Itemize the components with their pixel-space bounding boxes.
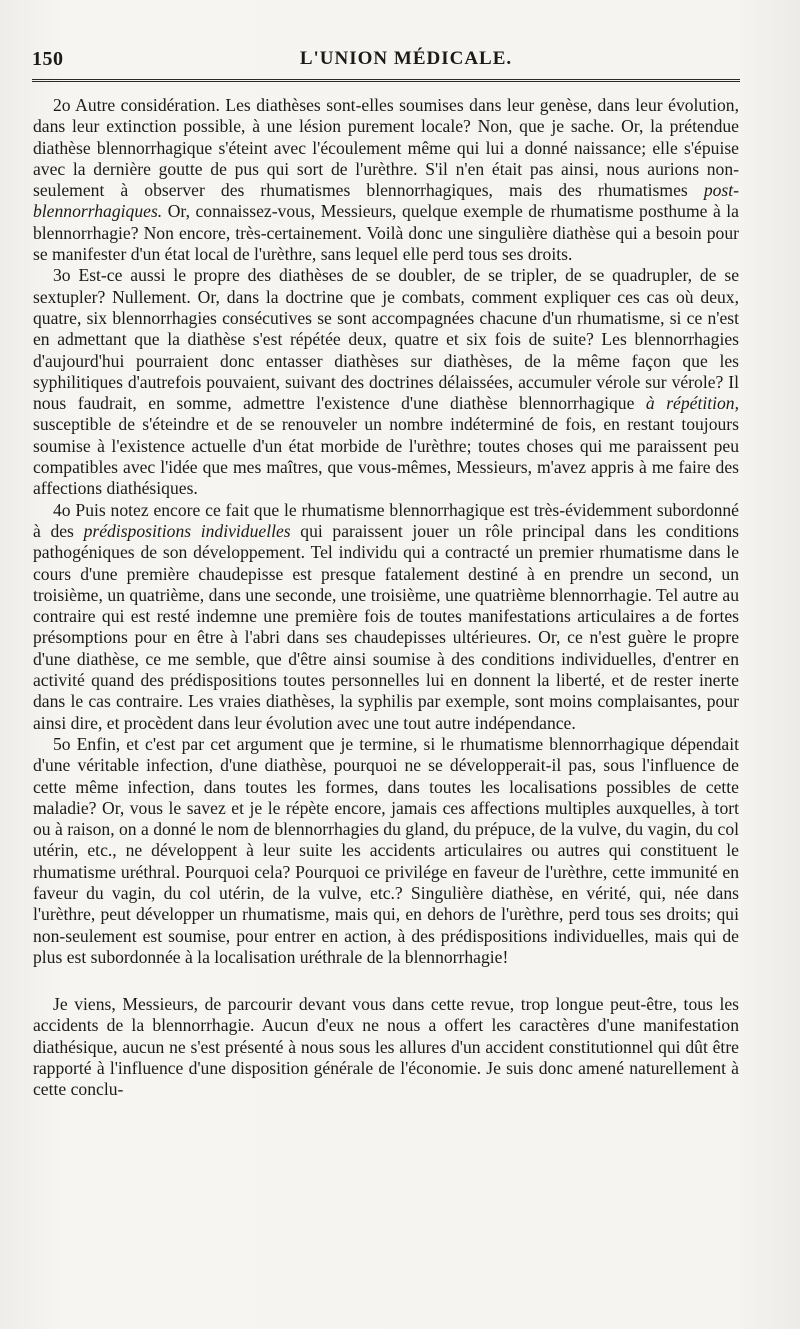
paragraph-5: 5o Enfin, et c'est par cet argument que je termine, si le rhumatisme blennorrhagique dépendait d'une véritable infection, d'une diathèse, pourquoi ne se développerait-il pas, sous l'influence de cette même infection, dans toutes les formes, dans toutes les localisations possibles de cette maladie? Or, vous le savez et je le répète encore, jamais ces affections multiples auxquelles, à tort ou à raison, on a donné le nom de blennorrhagies du gland, du prépuce, de la vulve, du vagin, du col utérin, etc., ne développent à leur suite les accidents articulaires ou autres qui constituent le rhumatisme uréthral. Pourquoi cela? Pourquoi ce privilége en faveur de l'urèthre, cette immunité en faveur du vagin, du col utérin, de la vulve, etc.? Singulière diathèse, en vérité, qui, née dans l'urèthre, peut développer un rhumatisme, mais qui, en dehors de l'urèthre, perd tous ses droits; qui non-seulement est soumise, pour entrer en action, à des prédispositions individuelles, mais qui de plus est subordonnée à la localisation uréthrale de la blennorrhagie!	[33, 733, 740, 967]
italic-phrase: post-blennorrhagiques.	[33, 180, 739, 222]
page-header	[32, 48, 740, 78]
body-text	[33, 95, 739, 1101]
paragraph-4: 4o Puis notez encore ce fait que le rhumatisme blennorrhagique est très-évidemment subordonné à des prédispositions individuelles qui paraissent jouer un rôle principal dans les conditions pathogéniques de son développement. Tel individu qui a contracté un premier rhumatisme dans le cours d'une première chaudepisse est presque fatalement destiné à en prendre un second, un troisième, un quatrième, dans une seconde, une troisième, une quatrième blennorrhagie. Tel autre au contraire qui est resté indemne une première fois de toutes manifestations articulaires a de fortes présomptions pour en être à l'abri dans ses chaudepisses ultérieures. Or, ce n'est guère le propre d'une diathèse, ce me semble, que d'être ainsi soumise à des conditions individuelles, d'entrer en activité quand des prédispositions toutes personnelles lui en donnent la liberté, et de rester inerte dans le cas contraire. Les vraies diathèses, la syphilis par exemple, sont moins complaisantes, pour ainsi dire, et procèdent dans leur évolution avec une tout autre indépendance.	[33, 499, 739, 733]
paragraph-conclusion: Je viens, Messieurs, de parcourir devant vous dans cette revue, trop longue peut-être, tous les accidents de la blennorrhagie. Aucun d'eux ne nous a offert les caractères d'une manifestation diathésique, aucun ne s'est présenté à nous sous les allures d'un accident constitutionnel qui dût être rapporté à l'influence d'une disposition générale de l'économie. Je suis donc amené naturellement à cette conclu-	[33, 994, 739, 1100]
page-number: 150	[32, 48, 64, 70]
italic-phrase: à répétition,	[645, 393, 739, 414]
paragraph-2: 2o Autre considération. Les diathèses sont-elles soumises dans leur genèse, dans leur évolution, dans leur extinction possible, à une lésion purement locale? Non, que je sache. Or, la prétendue diathèse blennorrhagique s'éteint avec l'écoulement même qui lui a donné naissance; elle s'épuise avec la dernière goutte de pus qui sort de l'urèthre. S'il n'en était pas ainsi, nous aurions non-seulement à observer des rhumatismes blennorrhagiques, mais des rhumatismes post-blennorrhagiques. Or, connaissez-vous, Messieurs, quelque exemple de rhumatisme posthume à la blennorrhagie? Non encore, très-certainement. Voilà donc une singulière diathèse qui a besoin pour se manifester d'un état local de l'urèthre, sans lequel elle perd tous ses droits.	[33, 95, 739, 265]
running-title: L'UNION MÉDICALE.	[299, 48, 513, 69]
italic-phrase: prédispositions individuelles	[83, 520, 291, 541]
header-rule	[32, 79, 740, 82]
paragraph-3: 3o Est-ce aussi le propre des diathèses de se doubler, de se tripler, de se quadrupler, de se sextupler? Nullement. Or, dans la doctrine que je combats, comment expliquer ces cas où deux, quatre, six blennorrhagies consécutives se sont accompagnées chacune d'un rhumatisme, si ce n'est en admettant que la diathèse s'est répétée deux, quatre et six fois de suite? Les blennorrhagies d'aujourd'hui pourraient donc entasser diathèses sur diathèses, de la même façon que les syphilitiques d'autrefois pouvaient, suivant des doctrines délaissées, accumuler vérole sur vérole? Il nous faudrait, en somme, admettre l'existence d'une diathèse blennorrhagique à répétition, susceptible de s'éteindre et de se renouveler un nombre indéterminé de fois, en restant toujours soumise à l'existence actuelle d'un état morbide de l'urèthre; toutes choses qui me paraissent peu compatibles avec l'idée que mes maîtres, que vous-mêmes, Messieurs, m'avez appris à me faire des affections diathésiques.	[33, 265, 739, 499]
